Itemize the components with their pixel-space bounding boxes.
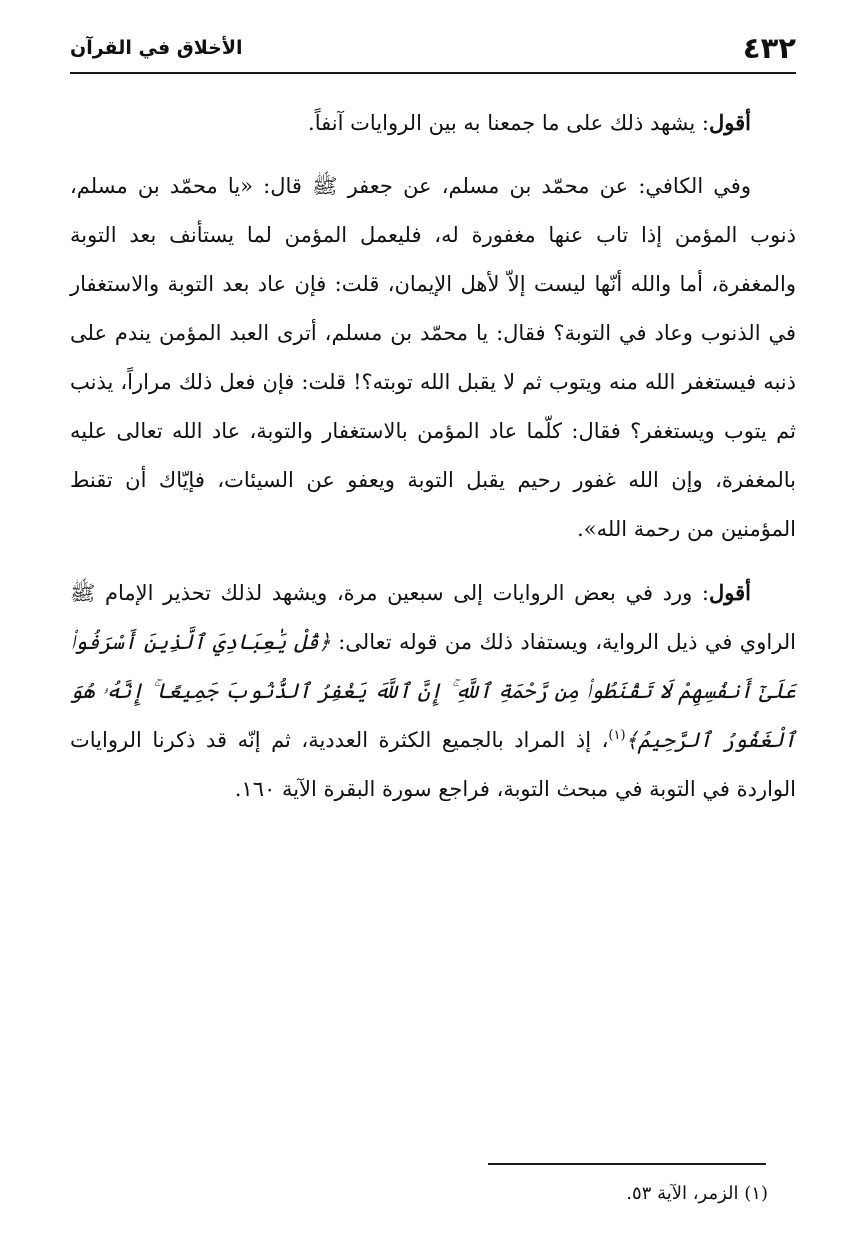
paragraph [70, 568, 796, 814]
quran-verse: ﴿قُلْ يَٰعِبَادِيَ ٱلَّذِينَ أَسْرَفُوا۟ عَلَىٰٓ أَنفُسِهِمْ لَا تَقْنَطُوا۟ مِن رَّحْمَةِ ٱللَّهِ ۚ إِنَّ ٱللَّهَ يَغْفِرُ ٱلذُّنُوبَ جَمِيعًا ۚ إِنَّهُۥ هُوَ ٱلْغَفُورُ ٱلرَّحِيمُ﴾ [70, 630, 796, 752]
page-header [70, 24, 796, 74]
footnote-marker: (١) [608, 728, 626, 743]
footnote-divider [488, 1163, 766, 1165]
paragraph-lead: أقول [709, 110, 751, 135]
paragraph-lead: أقول [709, 580, 751, 605]
page-number: ٤٣٢ [742, 31, 796, 65]
paragraph-text: وفي الكافي: عن محمّد بن مسلم، عن جعفر ﷺ قال: «يا محمّد بن مسلم، ذنوب المؤمن إذا تاب عنها مغفورة له، فليعمل المؤمن لما يستأنف بعد التوبة والمغفرة، أما والله أنّها ليست إلاّ لأهل الإيمان، قلت: فإن عاد بعد التوبة والاستغفار في الذنوب وعاد في التوبة؟ فقال: يا محمّد بن مسلم، أترى العبد المؤمن يندم على ذنبه فيستغفر الله منه ويتوب ثم لا يقبل الله توبته؟! قلت: فإن فعل ذلك مراراً، يذنب ثم يتوب ويستغفر؟ فقال: كلّما عاد المؤمن بالاستغفار والتوبة، عاد الله تعالى عليه بالمغفرة، وإن الله غفور رحيم يقبل التوبة ويعفو عن السيئات، فإيّاك أن تقنط المؤمنين من رحمة الله». [70, 174, 796, 541]
footnote [70, 1180, 768, 1208]
paragraph-text-after: ، إذ المراد بالجميع الكثرة العددية، ثم إنّه قد ذكرنا الروايات الواردة في التوبة في مبحث التوبة، فراجع سورة البقرة الآية ١٦٠. [70, 728, 796, 801]
footnote-text: (١) الزمر، الآية ٥٣. [626, 1183, 768, 1204]
paragraph-text: : يشهد ذلك على ما جمعنا به بين الروايات آنفاً. [308, 111, 710, 135]
paragraph-text-before: : ورد في بعض الروايات إلى سبعين مرة، ويشهد لذلك تحذير الإمام ﷺ الراوي في ذيل الرواية، ويستفاد ذلك من قوله تعالى: [70, 581, 796, 654]
running-title: الأخلاق في القرآن [70, 37, 243, 59]
paragraph [70, 98, 796, 148]
paragraph [70, 162, 796, 554]
page-body [70, 98, 796, 828]
